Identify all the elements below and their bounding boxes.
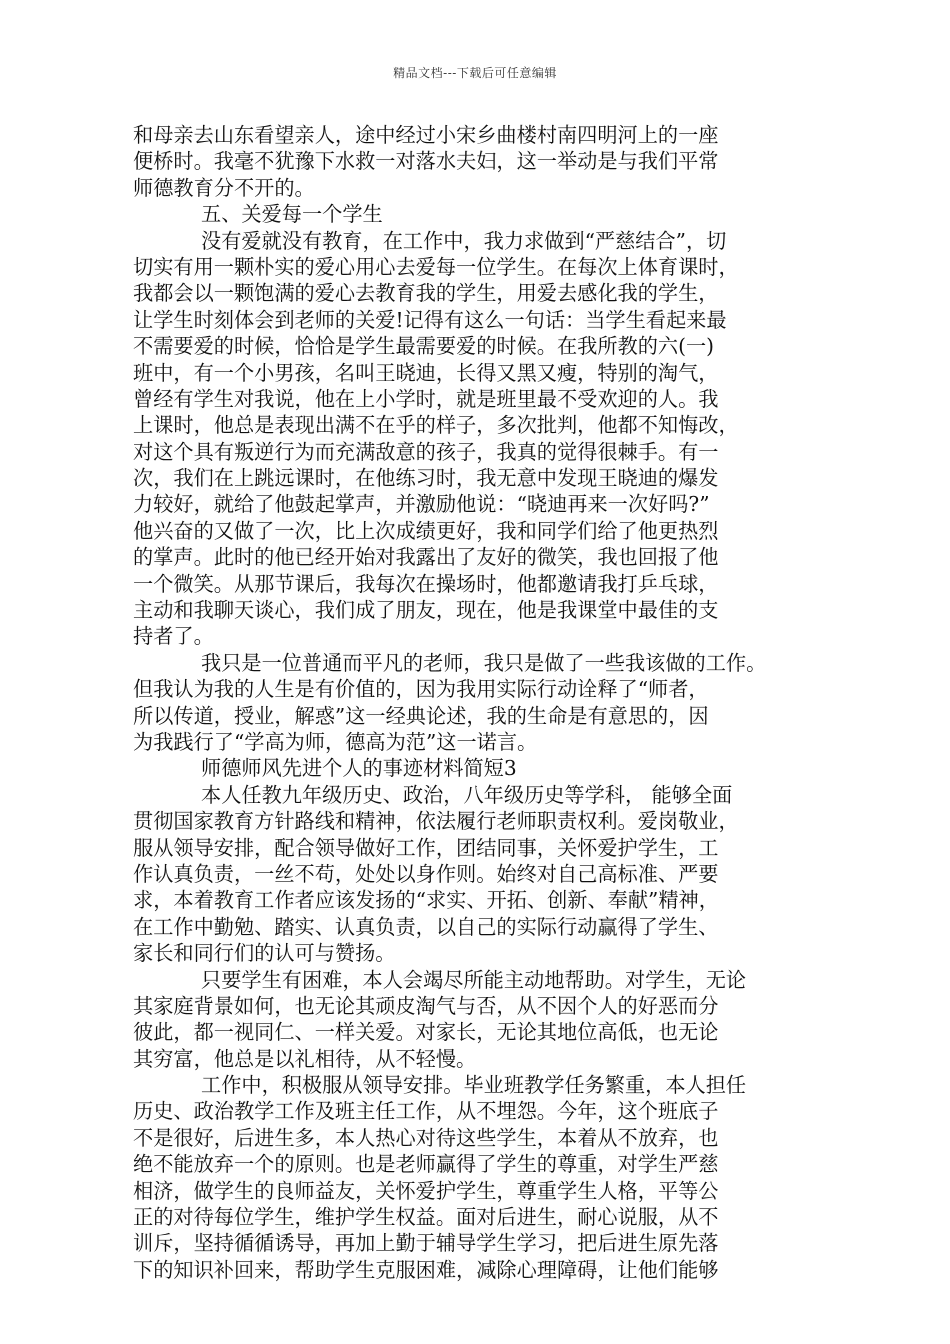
text-line: 为我践行了“学高为师，德高为范”这一诺言。 (133, 729, 538, 754)
text-line: 家长和同行们的认可与赞扬。 (133, 941, 396, 966)
text-line: 师德师风先进个人的事迹材料简短3 (201, 756, 517, 781)
text-line: 力较好，就给了他鼓起掌声，并激励他说：“晓迪再来一次好吗?” (133, 492, 710, 517)
text-line: 但我认为我的人生是有价值的，因为我用实际行动诠释了“师者， (133, 677, 709, 702)
text-line: 五、关爱每一个学生 (201, 202, 383, 227)
text-line: 持者了。 (133, 624, 214, 649)
text-line: 一个微笑。从那节课后，我每次在操场时，他都邀请我打乒乓球， (133, 571, 719, 596)
text-line: 其穷富，他总是以礼相待，从不轻慢。 (133, 1046, 477, 1071)
text-line: 次，我们在上跳远课时，在他练习时，我无意中发现王晓迪的爆发 (133, 466, 719, 491)
page-header: 精品文档---下载后可任意编辑 (393, 66, 557, 80)
document-body (133, 122, 823, 1283)
text-line: 工作中，积极服从领导安排。毕业班教学任务繁重，本人担任 (201, 1073, 747, 1098)
text-line: 对这个具有叛逆行为而充满敌意的孩子，我真的觉得很棘手。有一 (133, 439, 719, 464)
text-line: 相济，做学生的良师益友，关怀爱护学生，尊重学生人格，平等公 (133, 1178, 719, 1203)
text-line: 彼此，都一视同仁、一样关爱。对家长，无论其地位高低，也无论 (133, 1020, 719, 1045)
text-line: 主动和我聊天谈心，我们成了朋友，现在，他是我课堂中最佳的支 (133, 598, 719, 623)
text-line: 让学生时刻体会到老师的关爱!记得有这么一句话：当学生看起来最 (133, 307, 727, 332)
text-line: 和母亲去山东看望亲人，途中经过小宋乡曲楼村南四明河上的一座 (133, 123, 719, 147)
text-line: 不需要爱的时候，恰恰是学生最需要爱的时候。在我所教的六(一) (133, 334, 715, 359)
text-line: 历史、政治教学工作及班主任工作，从不埋怨。今年，这个班底子 (133, 1099, 719, 1124)
text-line: 本人任教九年级历史、政治，八年级历史等学科， 能够全面 (201, 782, 733, 807)
text-line: 只要学生有困难，本人会竭尽所能主动地帮助。对学生，无论 (201, 967, 747, 992)
text-line: 我只是一位普通而平凡的老师，我只是做了一些我该做的工作。 (201, 650, 767, 675)
text-line: 正的对待每位学生，维护学生权益。面对后进生，耐心说服，从不 (133, 1205, 719, 1230)
text-line: 我都会以一颗饱满的爱心去教育我的学生，用爱去感化我的学生， (133, 281, 719, 306)
text-line: 不是很好，后进生多，本人热心对待这些学生，本着从不放弃，也 (133, 1125, 719, 1150)
text-line: 绝不能放弃一个的原则。也是老师赢得了学生的尊重，对学生严慈 (133, 1152, 719, 1177)
text-line: 便桥时。我毫不犹豫下水救一对落水夫妇，这一举动是与我们平常 (133, 149, 719, 174)
text-line: 曾经有学生对我说，他在上小学时，就是班里最不受欢迎的人。我 (133, 386, 719, 411)
text-line: 所以传道，授业，解惑”这一经典论述，我的生命是有意思的，因 (133, 703, 709, 728)
text-line: 班中，有一个小男孩，名叫王晓迪，长得又黑又瘦，特别的淘气， (133, 360, 719, 385)
text-line: 的掌声。此时的他已经开始对我露出了友好的微笑，我也回报了他 (133, 545, 719, 570)
text-line: 上课时，他总是表现出满不在乎的样子，多次批判，他都不知悔改， (133, 413, 739, 438)
text-line: 贯彻国家教育方针路线和精神，依法履行老师职责权利。爱岗敬业， (133, 809, 739, 834)
text-line: 没有爱就没有教育，在工作中，我力求做到“严慈结合”，切 (201, 228, 727, 253)
text-line: 训斥，坚持循循诱导，再加上勤于辅导学生学习，把后进生原先落 (133, 1231, 719, 1256)
text-line: 其家庭背景如何，也无论其顽皮淘气与否，从不因个人的好恶而分 (133, 993, 719, 1018)
text-line: 在工作中勤勉、踏实、认真负责，以自己的实际行动赢得了学生、 (133, 914, 719, 939)
text-line: 服从领导安排，配合领导做好工作，团结同事，关怀爱护学生，工 (133, 835, 719, 860)
text-line: 求，本着教育工作者应该发扬的“求实、开拓、创新、奉献”精神， (133, 888, 719, 913)
text-line: 下的知识补回来，帮助学生克服困难，减除心理障碍，让他们能够 (133, 1257, 719, 1282)
text-line: 师德教育分不开的。 (133, 175, 315, 200)
text-line: 作认真负责，一丝不苟，处处以身作则。始终对自己高标准、严要 (133, 861, 719, 886)
text-line: 切实有用一颗朴实的爱心用心去爱每一位学生。在每次上体育课时， (133, 254, 739, 279)
text-line: 他兴奋的又做了一次，比上次成绩更好，我和同学们给了他更热烈 (133, 518, 719, 543)
